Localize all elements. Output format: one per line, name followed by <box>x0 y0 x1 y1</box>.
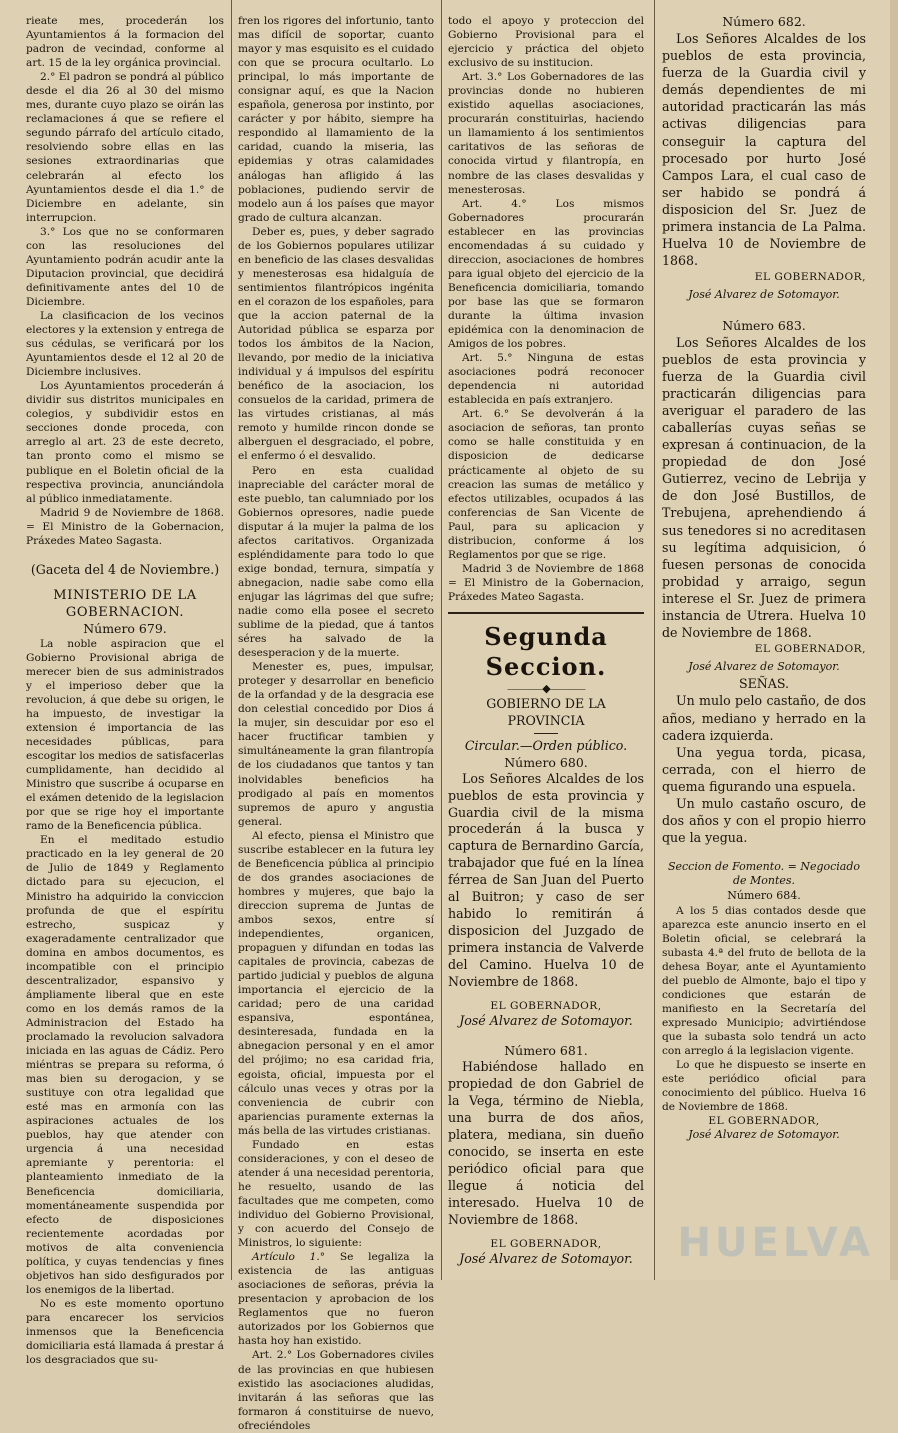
paragraph: 3.° Los que no se conformaren con las resoluciones del Ayuntamiento podrán acudir ante la Diputacion provincial, que decidirá definitivamente antes del 10 de Diciembre. <box>26 225 224 308</box>
signature-title: EL GOBERNADOR, <box>708 1115 820 1128</box>
date-signature: Madrid 9 de Noviembre de 1868. = El Ministro de la Gobernacion, Práxedes Mateo Sagasta. <box>26 506 224 547</box>
item-number: Número 682. <box>722 14 806 29</box>
signature-name: José Alvarez de Sotomayor. <box>459 1012 633 1028</box>
article-label: Art. 2.° <box>252 1349 293 1362</box>
column-1 <box>26 14 224 1367</box>
description-item: Un mulo pelo castaño, de dos años, mediano y herrado en la cadera izquierda. <box>662 693 866 743</box>
article-text: Ninguna de estas asociaciones podrá reconocer dependencia ni autoridad establecida en país extranjero. <box>448 352 644 407</box>
item-number: Número 684. <box>727 889 801 903</box>
gaceta-reference: (Gaceta del 4 de Noviembre.) <box>30 561 220 577</box>
ministry-heading: MINISTERIO DE LA GOBERNACION. <box>53 587 197 620</box>
column-2 <box>238 14 434 1433</box>
section-heading: Segunda Seccion. <box>484 621 608 681</box>
article-paragraph <box>448 197 644 352</box>
description-item: Un mulo castaño oscuro, de dos años y con el propio hierro que la yegua. <box>662 796 866 846</box>
paragraph: Los Señores Alcaldes de los pueblos de esta provincia y Guardia civil de la misma procederán á la busca y captura de Bernardino García, trabajador que fué en la línea férrea de San Juan del Puerto al Buitron; y caso de ser habido lo remitirán á disposicion del Juzgado de primera instancia de Valverde del Camino. Huelva 10 de Noviembre de 1868. <box>448 770 644 989</box>
article-text: Los mismos Gobernadores procurarán establecer en las provincias encomendadas á su cuidado y direccion, asociaciones de hombres para igual objeto del ejercicio de la Beneficencia domiciliaria, tomando por base las que se formaron durante la última invasion epidémica con la denominacion de Amigos de los pobres. <box>448 197 644 351</box>
paragraph: rieate mes, procederán los Ayuntamientos á la formacion del padron de vecindad, conforme al art. 15 de la ley orgánica provincial. <box>26 15 224 70</box>
paragraph: La noble aspiracion que el Gobierno Provisional abriga de merecer bien de sus administrados y el imperioso deber que la revolucion, á que debe su origen, le ha impuesto, de investigar la extension é importancia de las necesidades públicas, para escogitar los medios de satisfacerlas cumplidamente, han decidido al Ministro que suscribe á ocuparse en el exámen detenido de la legislacion por que se rige hoy el importante ramo de la Beneficencia pública. <box>26 637 224 833</box>
paragraph: Lo que he dispuesto se inserte en este periódico oficial para conocimiento del público. Huelva 16 de Noviembre de 1868. <box>662 1059 866 1114</box>
senas-heading: SEÑAS. <box>738 676 790 692</box>
paragraph: Los Señores Alcaldes de los pueblos de esta provincia y fuerza de la Guardia civil practicarán diligencias para averiguar el paradero de las caballerías cuyas señas se expresan á continuacion, de la propiedad de don José Gutierrez, vecino de Lebrija y de don José Bustillos, de Trebujena, aprehendiendo á sus tenedores si no acreditasen su legítima adquisicion, ó fuesen personas de conocida probidad y arraigo, segun interese el Sr. Juez de primera instancia de Utrera. Huelva 10 de Noviembre de 1868. <box>662 334 866 641</box>
signature-name: José Alvarez de Sotomayor. <box>459 1250 633 1266</box>
paragraph: La clasificacion de los vecinos electores y la extension y entrega de sus cédulas, se verificará por los Ayuntamientos desde el 12 al 20 de Diciembre inclusives. <box>26 309 224 379</box>
article-paragraph <box>238 1348 434 1432</box>
paragraph: Habiéndose hallado en propiedad de don Gabriel de la Vega, término de Niebla, una burra de dos años, platera, mediana, sin dueño conocido, se inserta en este periódico oficial para que llegue á noticia del interesado. Huelva 10 de Noviembre de 1868. <box>448 1059 644 1227</box>
date-signature: Madrid 3 de Noviembre de 1868 = El Ministro de la Gobernacion, Práxedes Mateo Sagasta. <box>448 562 644 603</box>
item-number: Número 681. <box>504 1043 588 1059</box>
column-4 <box>662 14 866 1142</box>
article-label: Artículo 1.° <box>252 1251 326 1264</box>
paragraph: Los Señores Alcaldes de los pueblos de esta provincia, fuerza de la Guardia civil y demás dependientes de mi autoridad practicarán las más activas diligencias para conseguir la captura del procesado por hurto José Campos Lara, el cual caso de ser habido se pondrá á disposicion del Sr. Juez de primera instancia de La Palma. Huelva 10 de Noviembre de 1868. <box>662 31 866 269</box>
paragraph: Al efecto, piensa el Ministro que suscribe establecer en la futura ley de Beneficencia pública al principio de dos grandes asociaciones de hombres y mujeres, que bajo la direccion suprema de Juntas de ambos sexos, entre sí independientes, organicen, propaguen y difundan en todas las capitales de provincia, cabezas de partido judicial y pueblos de alguna importancia el ejercicio de la caridad; pero de una caridad espansiva, espontánea, desinteresada, fundada en la abnegacion personal y en el amor del prójimo; no esa caridad fria, egoista, oficial, impuesta por el cálculo unas veces y otras por la conveniencia de cubrir con apariencias puramente externas la más bella de las virtudes cristianas. <box>238 829 434 1137</box>
signature-title: EL GOBERNADOR, <box>490 1237 602 1250</box>
article-paragraph <box>448 407 644 562</box>
article-text: Los Gobernadores civiles de las provincias en que hubiesen existido las asociaciones aludidas, invitarán á las señoras que las formaron á constituirse de nuevo, ofreciéndoles <box>238 1349 434 1432</box>
column-divider <box>231 0 232 1280</box>
signature-title: EL GOBERNADOR, <box>754 643 866 656</box>
paragraph: fren los rigores del infortunio, tanto mas difícil de soportar, cuanto mayor y mas esquisito es el cuidado con que se procura ocultarlo. Lo principal, lo más importante de consignar aquí, es que la Nacion española, generosa por instinto, por carácter y por hábito, siempre ha respondido al llamamiento de la caridad, cuando la miseria, las epidemias y otras calamidades análogas han afligido á las poblaciones, pudiendo servir de modelo aun á los países que mayor grado de cultura alcanzan. <box>238 15 434 224</box>
signature-title: EL GOBERNADOR, <box>490 999 602 1012</box>
column-divider <box>654 0 655 1280</box>
article-text: Los Gobernadores de las provincias donde no hubieren existido aquellas asociaciones, procurarán constituirlas, haciendo un llamamiento á los sentimientos caritativos de las señoras de conocida virtud y filantropía, en nombre de las clases desvalidas y menesterosas. <box>448 71 644 196</box>
item-number: Número 683. <box>722 317 806 333</box>
article-paragraph <box>238 1250 434 1348</box>
article-label: Art. 4.° <box>462 197 527 210</box>
paragraph: Fundado en estas consideraciones, y con el deseo de atender á una necesidad perentoria, he resuelto, usando de las facultades que me competen, como individuo del Gobierno Provisional, y con acuerdo del Consejo de Ministros, lo siguiente: <box>238 1138 434 1250</box>
article-paragraph <box>448 351 644 407</box>
signature-name: José Alvarez de Sotomayor. <box>688 1128 840 1142</box>
paragraph: 2.° El padron se pondrá al público desde el dia 26 al 30 del mismo mes, durante cuyo plazo se oirán las reclamaciones á que se refiere el segundo párrafo del artículo citado, resolviendo sobre ellas en las sesiones extraordinarias que celebrarán al efecto los Ayuntamientos desde el dia 1.° de Diciembre en adelante, sin interrupcion. <box>26 71 224 224</box>
signature-title: EL GOBERNADOR, <box>754 271 866 284</box>
signature-name: José Alvarez de Sotomayor. <box>688 660 840 674</box>
column-3 <box>448 14 644 1267</box>
paragraph: Menester es, pues, impulsar, proteger y desarrollar en beneficio de la orfandad y de la desgracia ese don celestial concedido por Dios á la mujer, sin descuidar por eso el hacer fructificar tambien y simultáneamente la gran filantropía de los ciudadanos que tantos y tan inolvidables beneficios ha prodigado al país en momentos supremos de apuro y angustia general. <box>238 661 434 828</box>
section-rule <box>448 612 644 614</box>
paragraph: A los 5 dias contados desde que aparezca este anuncio inserto en el Boletin oficial, se celebrará la subasta 4.ª del fruto de bellota de la dehesa Boyar, ante el Ayuntamiento del pueblo de Almonte, bajo el tipo y condiciones que estarán de manifiesto en la Secretaría del expresado Municipio; advirtiéndose que la subasta solo tendrá un acto con arreglo á la legislacion vigente. <box>662 905 866 1058</box>
paragraph: Pero en esta cualidad inapreciable del carácter moral de este pueblo, tan calumniado por los Gobiernos opresores, nadie puede disputar á la mujer la palma de los afectos caritativos. Organizada espléndidamente para todo lo que exige bondad, ternura, simpatía y abnegacion, nadie sabe como ella enjugar las lágrimas del que sufre; nadie como ella posee el secreto sublime de la piedad, que á tantos séres ha salvado de la desesperacion y de la muerte. <box>238 464 434 660</box>
page-edge <box>890 0 898 1280</box>
ornament-divider: ⸺⸺◆⸺⸺ <box>507 681 585 695</box>
item-number: Número 679. <box>83 620 167 636</box>
paragraph: Deber es, pues, y deber sagrado de los Gobiernos populares utilizar en beneficio de las clases desvalidas y menesterosas esa hidalguía de sentimientos filantrópicos ingénita en el corazon de los españoles, para que la accion paternal de la Autoridad pública se esparza por todos los ámbitos de la Nacion, llevando, por medio de la iniciativa individual y á impulsos del espíritu benéfico de la asociacion, los consuelos de la caridad, primera de las virtudes cristianas, al más remoto y humilde rincon donde se alberguen el desgraciado, el pobre, el enfermo ó el desvalido. <box>238 225 434 463</box>
fomento-heading: Seccion de Fomento. = Negociado de Montes. <box>667 860 861 888</box>
paragraph: No es este momento oportuno para encarecer los servicios inmensos que la Beneficencia domiciliaria está llamada á prestar á los desgraciados que su- <box>26 1297 224 1367</box>
column-divider <box>441 0 442 1280</box>
article-paragraph <box>448 70 644 196</box>
item-number: Número 680. <box>504 754 588 770</box>
article-label: Art. 3.° <box>462 71 503 84</box>
government-heading: GOBIERNO DE LA PROVINCIA <box>486 696 606 728</box>
short-rule <box>534 733 558 734</box>
description-item: Una yegua torda, picasa, cerrada, con el hierro de quema figurando una espuela. <box>662 744 866 794</box>
article-label: Art. 6.° <box>462 408 510 421</box>
article-text: Se devolverán á la asociacion de señoras, tan pronto como se halle constituida y en disposicion de dedicarse prácticamente al objeto de su creacion las sumas de metálico y efectos utilizables, ocupados á las conferencias de San Vicente de Paul, para su aplicacion y distribucion, conforme á los Reglamentos por que se rige. <box>448 408 644 561</box>
article-text: Se legaliza la existencia de las antiguas asociaciones de señoras, prévia la presentacion y aprobacion de los Reglamentos que no fueron autorizados por los Gobiernos que hasta hoy han existido. <box>238 1251 434 1348</box>
watermark: HUELVA <box>677 1220 874 1266</box>
paragraph: todo el apoyo y proteccion del Gobierno Provisional para el ejercicio y práctica del objeto exclusivo de su institucion. <box>448 15 644 70</box>
paragraph: En el meditado estudio practicado en la ley general de 20 de Julio de 1849 y Reglamento dictado para su ejecucion, el Ministro ha adquirido la conviccion profunda de que el espíritu estrecho, suspicaz y exageradamente centralizador que domina en ambos documentos, es incompatible con el principio descentralizador, espansivo y ámpliamente liberal que en este como en los demás ramos de la Administracion del Estado ha proclamado la revolucion salvadora iniciada en las aguas de Cádiz. Pero miéntras se prepara su reforma, ó mas bien su derogacion, y se sustituye con otra legalidad que esté mas en armonía con las aspiraciones actuales de los pueblos, hay que atender con urgencia á una necesidad apremiante y perentoria: el planteamiento inmediato de la Beneficencia domiciliaria, momentáneamente suspendida por efecto de disposiciones recientemente acordadas por motivos de alta conveniencia política, y cuyas tendencias y fines objetivos han sido desfigurados por los enemigos de la libertad. <box>26 834 224 1296</box>
signature-name: José Alvarez de Sotomayor. <box>688 288 840 302</box>
circular-heading: Circular.—Orden público. <box>464 737 628 753</box>
paragraph: Los Ayuntamientos procederán á dividir sus distritos municipales en colegios, y subdividir estos en secciones donde proceda, con arreglo al art. 23 de este decreto, tan pronto como el mismo se publique en el Boletin oficial de la respectiva provincia, anunciándola al público inmediatamente. <box>26 380 224 505</box>
article-label: Art. 5.° <box>462 352 513 365</box>
